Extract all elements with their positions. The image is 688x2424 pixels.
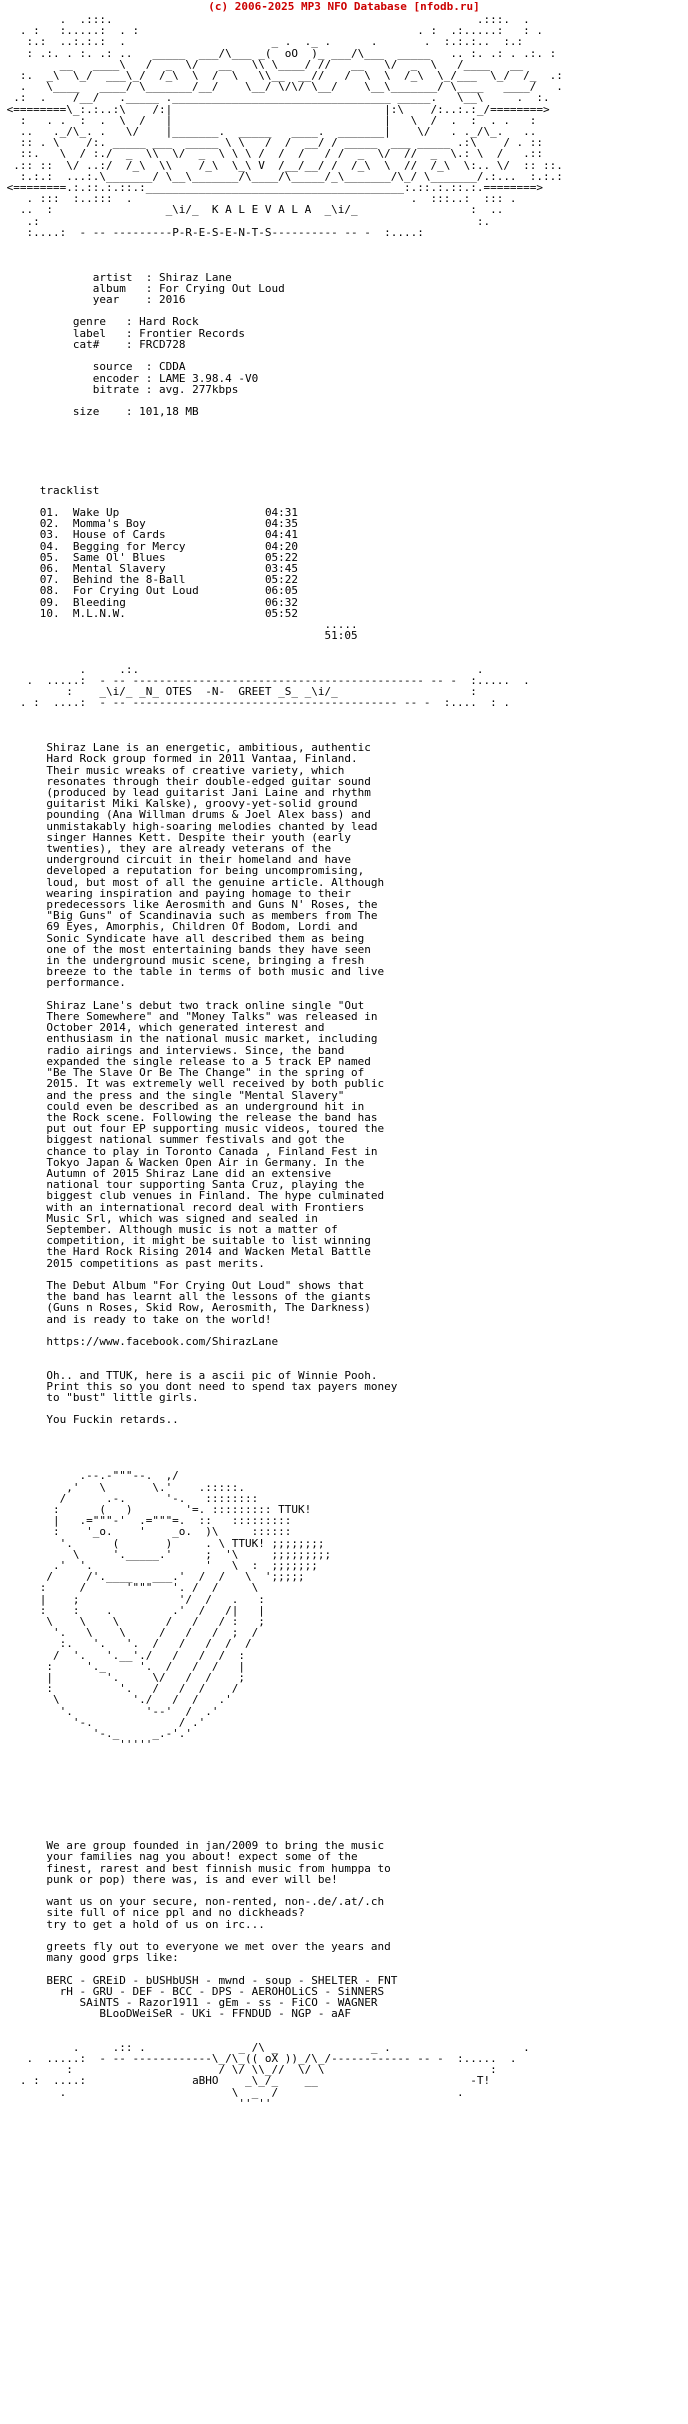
track-title: Momma's Boy (72, 517, 265, 531)
track-time: 04:35 (264, 517, 299, 531)
total-time: 51:05 (324, 629, 358, 643)
release-encoder: LAME 3.98.4 -V0 (158, 371, 259, 385)
track-time: 06:32 (264, 595, 299, 609)
track-time: 04:41 (264, 528, 299, 542)
site-credit: (c) 2006-2025 MP3 NFO Database [nfodb.ru] (208, 0, 480, 13)
greets-line: BERC - GREiD - bUSHbUSH - mwnd - soup - SHELTER - FNT (46, 1973, 398, 1987)
track-time: 04:31 (264, 505, 299, 519)
track-title: Bleeding (72, 595, 265, 609)
track-number: 02. (39, 517, 60, 531)
track-number: 05. (39, 550, 60, 564)
track-title: M.L.N.W. (72, 606, 265, 620)
footer-tag: aBHO (192, 2074, 219, 2088)
nfo-document: . .:::. .:::. . . : :.....: . : . : .:.....: : . :.: ..:.:.: . _ . ._ . . . :.:.:.. :.: : .:. . :. .: .. _____ ___/\___ _( oO )_ ___/\___ _____ .. :. .: . .:. : __ ____\ / _ \/ __ \\ \____/ // __ \/ _ \ /____ __ :. _\ \_/ ___\_/ /_\ \ / \ \\__ __// / \ \ /_\ \_/___ \_/ /_ .: . \____ ____/ \_______/__/ \__/ \/\/ \__/ \__\_______/ \____ ____/ . .: . /__/ ._____ ._________________________________ _____. \__\ . :. <========\_:.:..:\ /:| |:\ /:..:.:_/========> : . . : . \ / | | \ / . : . . : .. ._/\_. . \/ |_______. _____ ____. _______| \/ . ._/\_. .. :: . \ /:. _____ ___ _____ \ \ / / __/ / _____ ___ _____ .:\ / . :: ::. \ / :./ _ \\ \/ _ \ \ \ / / / / / _ \/ // _ \.: \ / .:: .:: :: \/ ..:/ /_\ \\ /_\ \_\ V /__/__/ / /_\ \ // /_\ \:.. \/ :: ::. :.:.: ...:.\_______/ \__\_______/\____/\_____/_\_______/\_/ \_______/.:... :.:.: <========.:.::.:.::.:_______________________________________:.::.:.::.:.========> . ::: :..::: . . :::..: ::: . .. : _\i/_ K A L E V A L A _\i/_ : .. .: :. :....: - -- ---------P-R-E-S-E-N-T-S---------- -- - :....: artist : Shiraz Lane album : For Crying Out Loud year : 2016 genre : Hard Rock label : Frontier Records cat# : FRCD728 source : CDDA encoder : LAME 3.98.4 -V0 bitrate : avg. 277kbps size : 101,18 MB tracklist 01. Wake Up 04:31 02. Momma's Boy 04:35 03. House of Cards 04:41 04. Begging for Mercy 04:20 05. Same Ol' Blues 05:22 06. Mental Slavery 03:45 07. Behind the 8-Ball 05:22 08. For Crying Out Loud 06:05 09. Bleeding 06:32 10. M.L.N.W. 05:52 ..... 51:05 . .:. . . .....: - -- -------------------------------------------- -- - :..... . : _\i/_ _N_ OTES -N- GREET _S_ _\i/_ : . : ....: - -- ---------------------------------------- -- - :.... : . Shiraz Lane is an energetic, ambitious, authentic Hard Rock group formed in 2011 Vantaa, Finland. Their music wreaks of creative variety, which resonates through their double-edged guitar sound (produced by lead guitarist Jani Laine and rhythm guitarist Miki Kalske), groovy-yet-solid ground pounding (Ana Willman drums & Joel Alex bass) and unmistakably high-soaring melodies chanted by lead singer Hannes Kett. Despite their youth (early twenties), they are already veterans of the underground circuit in their homeland and have developed a reputation for being uncompromising, loud, but most of all the genuine article. Although wearing inspiration and paying homage to their predecessors like Aerosmith and Guns N' Roses, the "Big Guns" of Scandinavia such as members from The 69 Eyes, Amorphis, Children Of Bodom, Lordi and Sonic Syndicate have all described them as being one of the most entertaining bands they have seen in the underground music scene, bringing a fresh breeze to the table in terms of both music and live performance. Shiraz Lane's debut two track online single "Out There Somewhere" and "Money Talks" was released in October 2014, which generated interest and enthusiasm in the national music market, including radio airings and interviews. Since, the band expanded the single release to a 5 track EP named "Be The Slave Or Be The Change" in the spring of 2015. It was extremely well received by both public and the press and the single "Mental Slavery" could even be described as an underground hit in the Rock scene. Following the release the band has put out four EP supporting music videos, toured the biggest national summer festivals and got the chance to play in Toronto Canada , Finland Fest in Tokyo Japan & Wacken Open Air in Germany. In the Autumn of 2015 Shiraz Lane did an extensive national tour supporting Santa Cruz, playing the biggest club venues in Finland. The hype culminated with an international record deal with Frontiers Music Srl, which was signed and sealed in September. Although music is not a matter of competition, it might be suitable to list winning the Hard Rock Rising 2014 and Wacken Metal Battle 2015 competitions as past merits. The Debut Album "For Crying Out Loud" shows that the band has learnt all the lessons of the giants (Guns n Roses, Skid Row, Aerosmith, The Darkness) and is ready to take on the world! https://www.facebook.com/ShirazLane Oh.. and TTUK, here is a ascii pic of Winnie Pooh. Print this so you dont need to spend tax payers money to "bust" little girls. You Fuckin retards.. .--.-"""--. ,/ ,' \ \.' .:::::. / .-. '-. :::::::: : ( ) '=. ::::::::: TTUK! | .="""-' .="""=. :: ::::::::: : '_o. ' _o. )\ :::::: '. ( ) . \ TTUK! ;;;;;;;; \ '._____.' ; '\ ;;;;;;;;; .' '. ' \ : ;;;;;;; / /'.____ ___.' / / \ ';;;;; : / '""" '. / / \ | ; '/ / . : : : . .' / /| | \ \ \ / / / : ; '. \ \ / / / ; / :. '. '. / / / / / / '. '.__'./ / / / : : '._ '. / / / | | '. \/ / / ; : '. / / / / \ './ / / .' '. '--' / .' '-. / .' '-._ _.-'.' ''''' We are group founded in jan/2009 to bring the music your families nag you about! expect some of the finest, rarest and best finnish music from humppa to punk or pop) there was, is and ever will be! want us on your secure, non-rented, non-.de/.at/.ch site full of nice ppl and no dickheads? try to get a hold of us on irc... greets fly out to everyone we met over the years and many good grps like: BERC - GREiD - bUSHbUSH - mwnd - soup - SHELTER - FNT rH - GRU - DEF - BCC - DPS - AEROHOLiCS - SiNNERS SAiNTS - Razor1911 - gEm - ss - FiCO - WAGNER BLooDWeiSeR - UKi - FFNDUD - NGP - aAF . .:: . _ /\ _ _ . . . .....: - -- ------------\_/\_(( oX ))_/\_/------------ -- - :..... . : / \/ \\_// \/ \ : . : ....: aBHO _\_/_ __ -T! . \ _ / . '' '' (0, 13, 563, 2110)
release-genre: Hard Rock (139, 315, 199, 329)
track-time: 05:22 (264, 573, 299, 587)
brand-name: K A L E V A L A (211, 203, 312, 217)
track-title: For Crying Out Loud (72, 584, 265, 598)
release-album: For Crying Out Loud (158, 281, 285, 295)
track-time: 05:22 (264, 550, 299, 564)
track-time: 03:45 (264, 561, 299, 575)
track-number: 07. (39, 573, 60, 587)
facebook-link: https://www.facebook.com/ShirazLane (46, 1334, 279, 1348)
track-title: Begging for Mercy (72, 539, 265, 553)
release-source: CDDA (158, 360, 186, 374)
track-number: 06. (39, 561, 60, 575)
track-title: Same Ol' Blues (72, 550, 265, 564)
greets-line: BLooDWeiSeR - UKi - FFNDUD - NGP - aAF (99, 2007, 352, 2021)
release-year: 2016 (158, 293, 186, 307)
track-number: 04. (39, 539, 60, 553)
track-title: House of Cards (72, 528, 265, 542)
track-title: Wake Up (72, 505, 265, 519)
track-number: 03. (39, 528, 60, 542)
release-label: Frontier Records (139, 326, 246, 340)
release-bitrate: avg. 277kbps (158, 382, 239, 396)
footer-sign: -T! (470, 2074, 491, 2088)
track-number: 01. (39, 505, 60, 519)
release-catno: FRCD728 (139, 337, 186, 351)
track-time: 04:20 (264, 539, 299, 553)
release-size: 101,18 MB (139, 405, 199, 419)
track-number: 08. (39, 584, 60, 598)
track-title: Mental Slavery (72, 561, 265, 575)
track-number: 09. (39, 595, 60, 609)
track-number: 10. (39, 606, 60, 620)
release-artist: Shiraz Lane (158, 270, 232, 284)
track-time: 06:05 (264, 584, 299, 598)
greets-line: SAiNTS - Razor1911 - gEm - ss - FiCO - WAGNER (79, 1995, 378, 2009)
greets-line: rH - GRU - DEF - BCC - DPS - AEROHOLiCS - SiNNERS (59, 1984, 385, 1998)
track-title: Behind the 8-Ball (72, 573, 265, 587)
tracklist-title: tracklist (39, 483, 100, 497)
presents: P-R-E-S-E-N-T-S (172, 225, 272, 239)
notes-title: _N_ OTES -N- GREET _S_ (139, 685, 299, 699)
track-time: 05:52 (264, 606, 299, 620)
